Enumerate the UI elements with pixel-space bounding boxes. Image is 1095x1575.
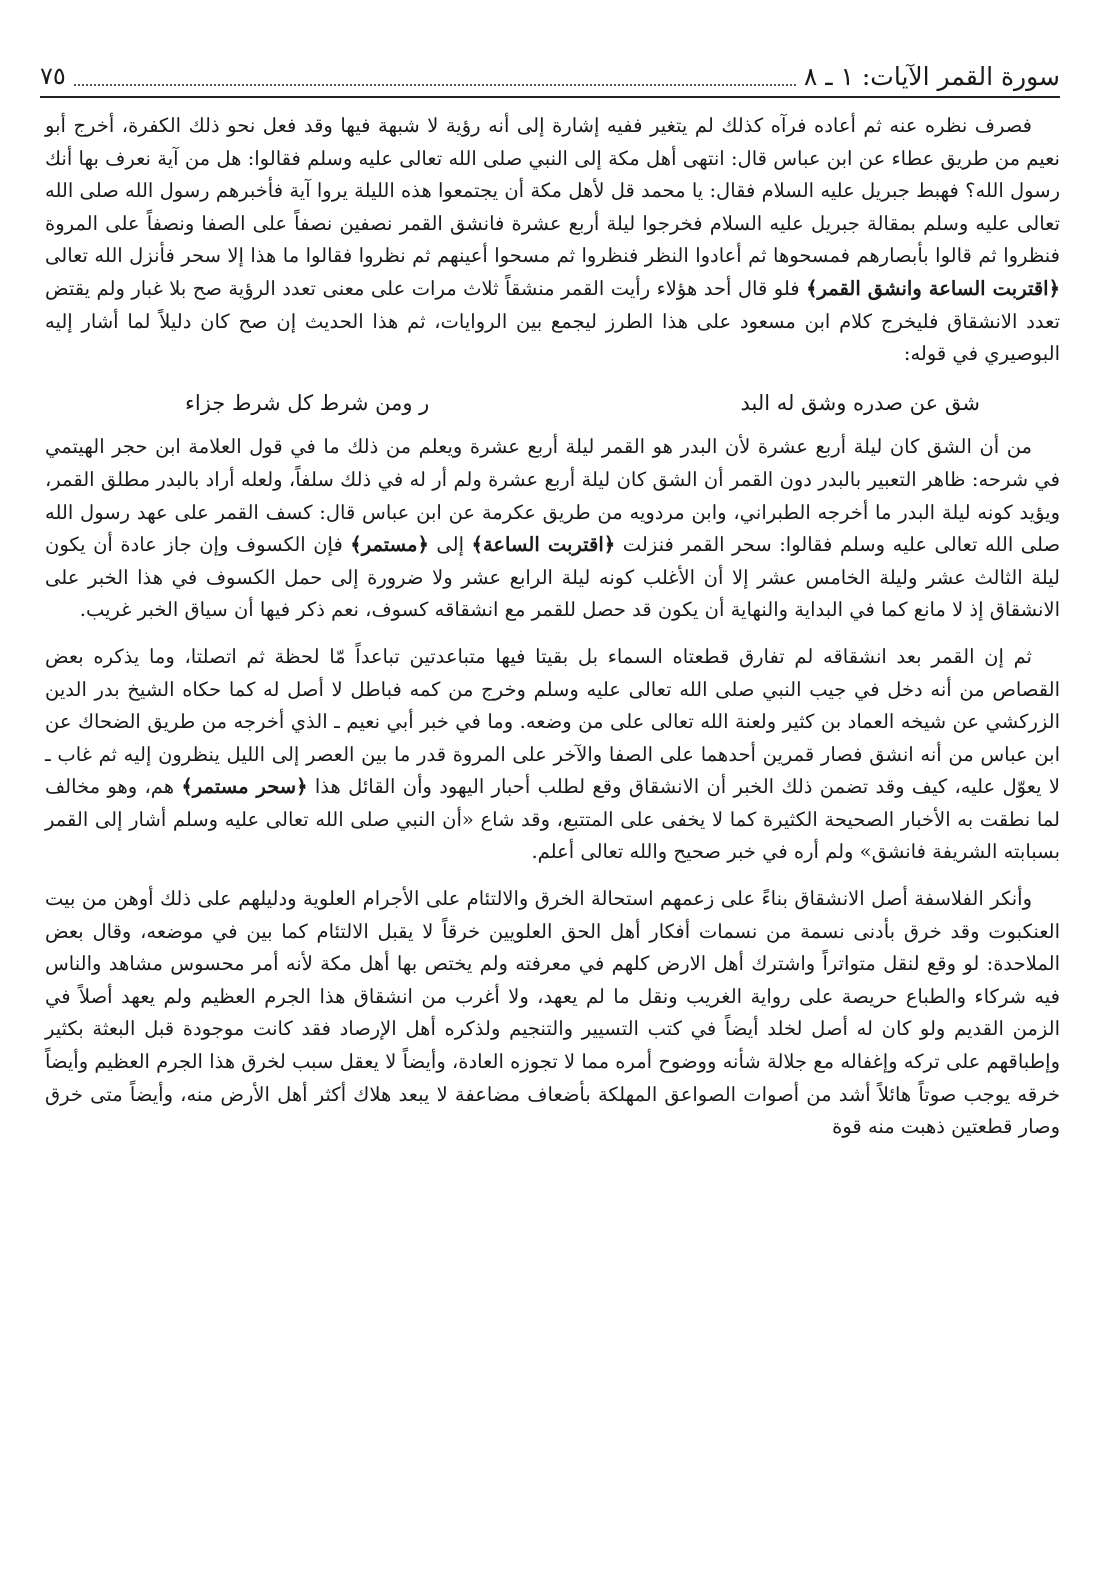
quran-quote: ﴿اقتربت الساعة وانشق القمر﴾ xyxy=(806,276,1061,300)
text-run: وأنكر الفلاسفة أصل الانشقاق بناءً على زعمهم استحالة الخرق والالتئام على الأجرام العلوية ودليلهم على ذلك أوهن من بيت العنكبوت وقد خرق بأدنى نسمة من نسمات أفكار أهل الحق العلويين خرقاً لا يقبل الالتئام كما بين في موضعه، وقال بعض الملاحدة: لو وقع لنقل متواتراً واشترك أهل الارض كلهم في معرفته ولم يختص بها أهل مكة لأنه أمر محسوس مشاهد والناس فيه شركاء والطباع حريصة على رواية الغريب ونقل ما لم يعهد، ولا أغرب من انشقاق هذا الجرم العظيم ولم يعهد أصلاً في الزمن القديم ولو كان له أصل لخلد أيضاً في كتب التسيير والتنجيم ولذكره أهل الإرصاد فقد كانت موجودة قبل البعثة بكثير وإطباقهم على تركه وإغفاله مع جلالة شأنه ووضوح أمره مما لا تجوزه العادة، وأيضاً لا يعقل سبب لخرق هذا الجرم العظيم وأيضاً خرقه يوجب صوتاً هائلاً أشد من أصوات الصواعق المهلكة بأضعاف مضاعفة لا يبعد هلاك أكثر أهل الأرض منه، وأيضاً متى خرق وصار قطعتين ذهبت منه قوة xyxy=(45,887,1060,1139)
text-run: إلى xyxy=(428,533,472,557)
running-header xyxy=(40,56,1060,98)
quran-quote: ﴿اقتربت الساعة﴾ xyxy=(471,533,616,557)
text-run: ثم إن القمر بعد انشقاقه لم تفارق قطعتاه السماء بل بقيتا فيها متباعدتين تباعداً مّا لحظة ثم اتصلتا، وما يذكره بعض القصاص من أنه دخل في جيب النبي صلى الله تعالى عليه وسلم وخرج من كمه فباطل لا أصل له كما حكاه الشيخ بدر الدين الزركشي عن شيخه العماد بن كثير ولعنة الله تعالى على من وضعه. وما في خبر أبي نعيم ـ الذي أخرجه من طريق الضحاك عن ابن عباس من أنه انشق فصار قمرين أحدهما على الصفا والآخر على المروة قدر ما بين العصر إلى الليل ينظرون إليه ثم غاب ـ لا يعوّل عليه، كيف وقد تضمن ذلك الخبر أن الانشقاق وقع لطلب أحبار اليهود وأن القائل هذا xyxy=(45,644,1060,799)
paragraph-1 xyxy=(45,110,1060,371)
quran-quote: ﴿مستمر﴾ xyxy=(350,533,429,557)
text-run: هم، وهو مخالف لما نطقت به الأخبار الصحيحة الكثيرة كما لا يخفى على المتتبع، وقد شاع «أن النبي صلى الله تعالى عليه وسلم أشار إلى القمر بسبابته الشريفة فانشق» ولم أره في خبر صحيح والله تعالى أعلم. xyxy=(45,775,1060,864)
page-number: ٧٥ xyxy=(40,62,66,90)
text-run: فإن الكسوف وإن جاز عادة أن يكون ليلة الثالث عشر وليلة الخامس عشر إلا أن الأغلب كونه ليلة الرابع عشر ولا ضرورة إلى حمل الكسوف في هذا الخبر على الانشقاق إذ لا مانع كما في البداية والنهاية أن يكون قد حصل للقمر مع انشقاقه كسوف، نعم ذكر فيها أن سياق الخبر غريب. xyxy=(45,533,1060,622)
body-text xyxy=(45,110,1060,1144)
poem-first-hemistich: شق عن صدره وشق له البد xyxy=(740,390,980,415)
paragraph-3 xyxy=(45,641,1060,869)
poem-second-hemistich: ر ومن شرط كل شرط جزاء xyxy=(185,390,430,415)
text-run: فلو قال أحد هؤلاء رأيت القمر منشقاً ثلاث مرات على معنى تعدد الرؤية صح بلا غبار ولم يقتض تعدد الانشقاق فليخرج كلام ابن مسعود على هذا الطرز ليجمع بين الروايات، ثم هذا الحديث إن صح كان دليلاً لما أشار إليه البوصيري في قوله: xyxy=(45,276,1060,366)
text-run: من أن الشق كان ليلة أربع عشرة لأن البدر هو القمر ليلة أربع عشرة ويعلم من ذلك ما في قول العلامة ابن حجر الهيتمي في شرحه: ظاهر التعبير بالبدر دون القمر أن الشق كان ليلة أربع عشرة ولم أر له في ذلك سلفاً، ولعله أراد بالبدر مطلق القمر، ويؤيد كونه ليلة البدر ما أخرجه الطبراني، وابن مردويه من طريق عكرمة عن ابن عباس قال: كسف القمر على عهد رسول الله صلى الله تعالى عليه وسلم فقالوا: سحر القمر فنزلت xyxy=(45,435,1061,557)
quran-quote: ﴿سحر مستمر﴾ xyxy=(181,775,308,799)
header-title: سورة القمر الآيات: ١ ـ ٨ xyxy=(803,61,1060,91)
dotted-leader xyxy=(74,66,796,86)
paragraph-4 xyxy=(45,883,1060,1144)
text-run: فصرف نظره عنه ثم أعاده فرآه كذلك لم يتغير ففيه إشارة إلى أنه رؤية لا شبهة فيها وقد فعل نحو ذلك الكفرة، أخرج أبو نعيم من طريق عطاء عن ابن عباس قال: انتهى أهل مكة إلى النبي صلى الله تعالى عليه وسلم فقالوا: هل من آية نعرف بها أنك رسول الله؟ فهبط جبريل عليه السلام فقال: يا محمد قل لأهل مكة أن يجتمعوا هذه الليلة يروا آية فأخبرهم رسول الله صلى الله تعالى عليه وسلم بمقالة جبريل عليه السلام فخرجوا ليلة أربع عشرة فانشق القمر نصفين نصفاً على الصفا ونصفاً على المروة فنظروا ثم قالوا بأبصارهم فمسحوها ثم أعادوا النظر فنظروا ثم مسحوا أعينهم ثم نظروا فقالوا ما هذا إلا سحر فأنزل الله تعالى xyxy=(45,114,1060,268)
paragraph-2 xyxy=(45,431,1060,627)
poem-verse xyxy=(45,387,1060,420)
